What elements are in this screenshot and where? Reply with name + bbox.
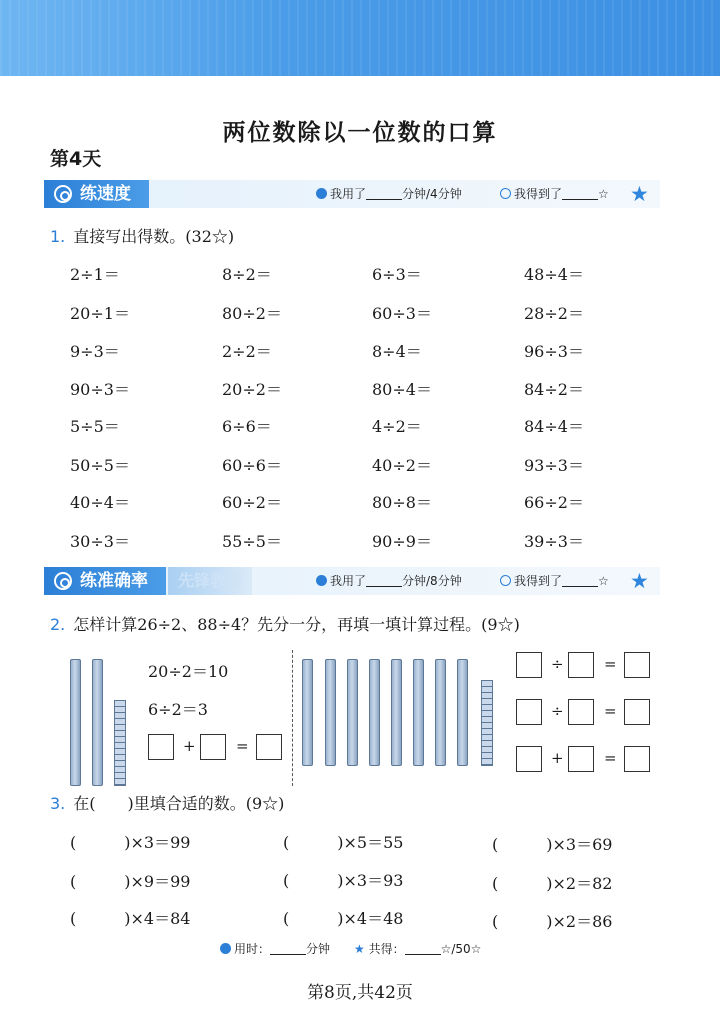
calc-item: 60÷2＝: [222, 493, 282, 512]
answer-box[interactable]: [516, 652, 542, 678]
plus-sign: +: [551, 749, 564, 767]
equals-sign: =: [604, 749, 617, 767]
footer-time: 用时： 分钟: [220, 940, 330, 957]
calc-item: 4÷2＝: [372, 417, 422, 436]
tens-rod: [347, 659, 358, 766]
time-used-field: 我用了 分钟/8分钟: [316, 567, 462, 595]
answer-box[interactable]: [516, 746, 542, 772]
fill-item[interactable]: ( )×3＝99: [70, 833, 191, 852]
answer-box[interactable]: [256, 734, 282, 760]
section-tag-speed: [44, 180, 149, 208]
tens-rod: [92, 659, 103, 786]
calc-item: 2÷1＝: [70, 265, 120, 284]
calc-item: 90÷3＝: [70, 380, 130, 399]
answer-box[interactable]: [516, 699, 542, 725]
star-badge-icon: ★: [630, 569, 649, 593]
tens-rod: [435, 659, 446, 766]
calc-item: 60÷3＝: [372, 304, 432, 323]
fill-item[interactable]: ( )×4＝48: [283, 909, 404, 928]
calc-item: 9÷3＝: [70, 342, 120, 361]
calc-item: 84÷2＝: [524, 380, 584, 399]
section-bar-speed: [44, 180, 660, 208]
step-line-2: 6÷2＝3: [148, 700, 208, 719]
star-icon: ★: [354, 942, 365, 956]
calc-item: 2÷2＝: [222, 342, 272, 361]
equals-sign: =: [604, 655, 617, 673]
stopwatch-icon: [54, 185, 72, 203]
time-blank[interactable]: [366, 188, 402, 200]
section-tag-label: 练速度: [80, 184, 131, 204]
tens-rod: [457, 659, 468, 766]
fill-item[interactable]: ( )×5＝55: [283, 833, 404, 852]
fill-item[interactable]: ( )×9＝99: [70, 872, 191, 891]
watermark-text: 先锋教辅: [168, 567, 252, 595]
calc-item: 20÷2＝: [222, 380, 282, 399]
fill-item[interactable]: ( )×4＝84: [70, 909, 191, 928]
star-badge-icon: ★: [630, 182, 649, 206]
calc-item: 40÷2＝: [372, 456, 432, 475]
footer-total: ★ 共得： ☆/50☆: [354, 942, 482, 956]
question-1: 1. 直接写出得数。(32☆): [50, 227, 235, 246]
score-blank[interactable]: [562, 188, 598, 200]
equals-sign: =: [604, 702, 617, 720]
calc-item: 39÷3＝: [524, 532, 584, 551]
calc-item: 8÷4＝: [372, 342, 422, 361]
fill-item[interactable]: ( )×3＝93: [283, 871, 404, 890]
time-blank[interactable]: [366, 575, 402, 587]
section-tag-label: 练准确率: [80, 571, 148, 591]
check-icon: [500, 575, 511, 586]
tens-rod: [325, 659, 336, 766]
score-blank[interactable]: [562, 575, 598, 587]
divide-sign: ÷: [551, 702, 564, 720]
answer-box[interactable]: [624, 652, 650, 678]
calc-item: 30÷3＝: [70, 532, 130, 551]
question-3: 3. 在( )里填合适的数。(9☆): [50, 794, 285, 813]
section-tag-accuracy: [44, 567, 166, 595]
calc-item: 66÷2＝: [524, 493, 584, 512]
units-column: [481, 680, 493, 766]
calc-item: 90÷9＝: [372, 532, 432, 551]
answer-box[interactable]: [148, 734, 174, 760]
score-field: 我得到了 ☆: [500, 567, 609, 595]
clock-icon: [220, 943, 231, 954]
tens-rod: [391, 659, 402, 766]
fill-item[interactable]: ( )×2＝82: [492, 874, 613, 893]
timer-icon: [316, 188, 327, 199]
answer-box[interactable]: [568, 746, 594, 772]
step-line-1: 20÷2＝10: [148, 662, 229, 681]
plus-sign: +: [183, 737, 196, 755]
section-bar-accuracy: [44, 567, 660, 595]
page-title: 两位数除以一位数的口算: [222, 120, 498, 146]
check-icon: [500, 188, 511, 199]
fill-item[interactable]: ( )×3＝69: [492, 835, 613, 854]
answer-box[interactable]: [568, 652, 594, 678]
calc-item: 60÷6＝: [222, 456, 282, 475]
equals-sign: =: [236, 737, 249, 755]
time-blank[interactable]: [270, 943, 306, 955]
tens-rod: [302, 659, 313, 766]
timer-icon: [316, 575, 327, 586]
tens-rod: [369, 659, 380, 766]
time-used-field: 我用了 分钟/4分钟: [316, 180, 462, 208]
calc-item: 93÷3＝: [524, 456, 584, 475]
calc-item: 28÷2＝: [524, 304, 584, 323]
tens-rod: [70, 659, 81, 786]
question-2: 2. 怎样计算26÷2、88÷4？先分一分，再填一填计算过程。(9☆): [50, 615, 520, 634]
calc-item: 6÷3＝: [372, 265, 422, 284]
calc-item: 84÷4＝: [524, 417, 584, 436]
tens-rod: [413, 659, 424, 766]
target-icon: [54, 572, 72, 590]
calc-item: 6÷6＝: [222, 417, 272, 436]
answer-box[interactable]: [624, 699, 650, 725]
dashed-divider: [292, 650, 293, 786]
score-field: 我得到了 ☆: [500, 180, 609, 208]
divide-sign: ÷: [551, 655, 564, 673]
calc-item: 80÷2＝: [222, 304, 282, 323]
calc-item: 40÷4＝: [70, 493, 130, 512]
calc-item: 5÷5＝: [70, 417, 120, 436]
answer-box[interactable]: [624, 746, 650, 772]
total-blank[interactable]: [405, 943, 441, 955]
calc-item: 55÷5＝: [222, 532, 282, 551]
calc-item: 48÷4＝: [524, 265, 584, 284]
calc-item: 80÷8＝: [372, 493, 432, 512]
calc-item: 50÷5＝: [70, 456, 130, 475]
units-column: [114, 700, 126, 786]
calc-item: 80÷4＝: [372, 380, 432, 399]
calc-item: 20÷1＝: [70, 304, 130, 323]
calc-item: 96÷3＝: [524, 342, 584, 361]
day-label: 第4天: [50, 148, 102, 170]
answer-box[interactable]: [200, 734, 226, 760]
top-banner: [0, 0, 720, 76]
page-number: 第8页,共42页: [307, 983, 413, 1003]
fill-item[interactable]: ( )×2＝86: [492, 912, 613, 931]
calc-item: 8÷2＝: [222, 265, 272, 284]
answer-box[interactable]: [568, 699, 594, 725]
